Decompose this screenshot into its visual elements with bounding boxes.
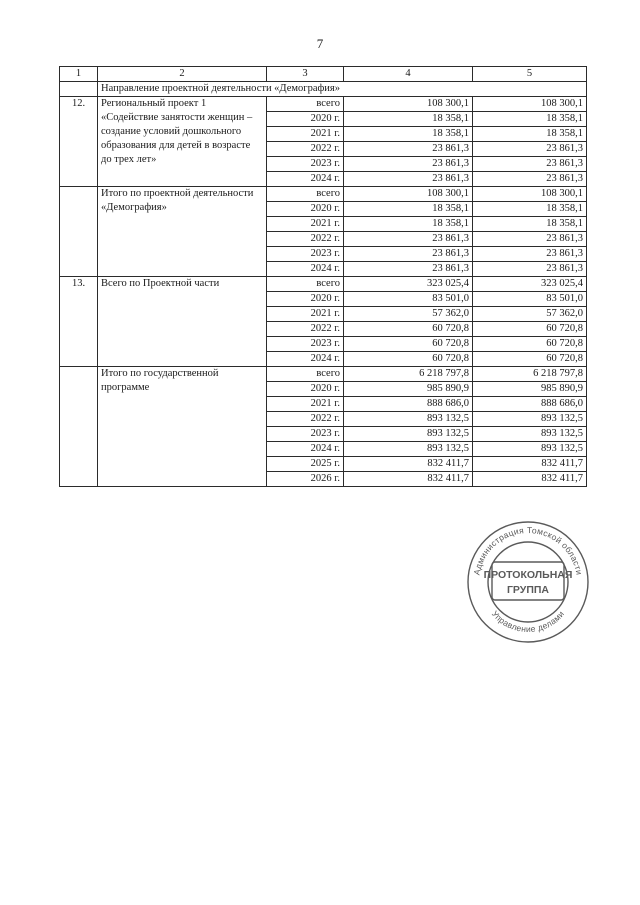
amount-col5-cell: 57 362,0 (473, 307, 587, 322)
row-number-cell: 12. (60, 97, 98, 187)
amount-col5-cell: 18 358,1 (473, 112, 587, 127)
amount-col4-cell: 985 890,9 (344, 382, 473, 397)
period-cell: 2024 г. (267, 442, 344, 457)
amount-col5-cell: 18 358,1 (473, 127, 587, 142)
table-row (60, 187, 587, 202)
amount-col4-cell: 60 720,8 (344, 322, 473, 337)
amount-col4-cell: 18 358,1 (344, 127, 473, 142)
section-row (60, 82, 587, 97)
period-cell: 2022 г. (267, 322, 344, 337)
column-header-2: 2 (98, 67, 267, 82)
period-cell: всего (267, 277, 344, 292)
period-cell: 2021 г. (267, 307, 344, 322)
amount-col4-cell: 60 720,8 (344, 352, 473, 367)
row-name-cell: Всего по Проектной части (98, 277, 267, 367)
row-name-cell: Итого по проектной деятельности «Демография» (98, 187, 267, 277)
period-cell: 2026 г. (267, 472, 344, 487)
period-cell: 2023 г. (267, 157, 344, 172)
period-cell: 2023 г. (267, 427, 344, 442)
amount-col4-cell: 23 861,3 (344, 262, 473, 277)
period-cell: 2025 г. (267, 457, 344, 472)
amount-col5-cell: 23 861,3 (473, 172, 587, 187)
row-name-cell: Итого по государственной программе (98, 367, 267, 487)
amount-col5-cell: 23 861,3 (473, 142, 587, 157)
amount-col4-cell: 832 411,7 (344, 457, 473, 472)
amount-col4-cell: 23 861,3 (344, 142, 473, 157)
amount-col4-cell: 57 362,0 (344, 307, 473, 322)
period-cell: 2021 г. (267, 217, 344, 232)
period-cell: 2022 г. (267, 232, 344, 247)
amount-col4-cell: 832 411,7 (344, 472, 473, 487)
amount-col5-cell: 6 218 797,8 (473, 367, 587, 382)
amount-col4-cell: 888 686,0 (344, 397, 473, 412)
amount-col5-cell: 60 720,8 (473, 352, 587, 367)
page-number: 7 (316, 36, 324, 51)
amount-col4-cell: 18 358,1 (344, 202, 473, 217)
column-header-5: 5 (473, 67, 587, 82)
amount-col5-cell: 323 025,4 (473, 277, 587, 292)
row-name-cell: Региональный проект 1 «Содействие занятости женщин – создание условий дошкольного образования для детей в возрасте до трех лет» (98, 97, 267, 187)
period-cell: 2023 г. (267, 247, 344, 262)
amount-col4-cell: 893 132,5 (344, 427, 473, 442)
period-cell: 2022 г. (267, 412, 344, 427)
period-cell: 2021 г. (267, 127, 344, 142)
row-number-cell (60, 187, 98, 277)
amount-col5-cell: 888 686,0 (473, 397, 587, 412)
amount-col5-cell: 832 411,7 (473, 472, 587, 487)
period-cell: всего (267, 187, 344, 202)
amount-col5-cell: 23 861,3 (473, 262, 587, 277)
period-cell: 2023 г. (267, 337, 344, 352)
amount-col4-cell: 83 501,0 (344, 292, 473, 307)
amount-col4-cell: 60 720,8 (344, 337, 473, 352)
header-row (60, 67, 587, 82)
amount-col5-cell: 23 861,3 (473, 232, 587, 247)
amount-col4-cell: 23 861,3 (344, 172, 473, 187)
amount-col5-cell: 18 358,1 (473, 217, 587, 232)
amount-col4-cell: 18 358,1 (344, 112, 473, 127)
amount-col4-cell: 18 358,1 (344, 217, 473, 232)
section-title: Направление проектной деятельности «Демография» (98, 82, 587, 97)
column-header-3: 3 (267, 67, 344, 82)
period-cell: 2022 г. (267, 142, 344, 157)
period-cell: 2024 г. (267, 172, 344, 187)
stamp-outer-text: Администрация Томской области (471, 524, 585, 576)
period-cell: всего (267, 367, 344, 382)
amount-col5-cell: 60 720,8 (473, 322, 587, 337)
row-number-cell: 13. (60, 277, 98, 367)
amount-col4-cell: 108 300,1 (344, 97, 473, 112)
section-num-cell (60, 82, 98, 97)
amount-col4-cell: 6 218 797,8 (344, 367, 473, 382)
column-header-1: 1 (60, 67, 98, 82)
period-cell: 2021 г. (267, 397, 344, 412)
stamp-center-line-2: ГРУППА (506, 584, 550, 596)
amount-col4-cell: 323 025,4 (344, 277, 473, 292)
amount-col5-cell: 832 411,7 (473, 457, 587, 472)
table-row (60, 367, 587, 382)
amount-col5-cell: 83 501,0 (473, 292, 587, 307)
amount-col5-cell: 23 861,3 (473, 157, 587, 172)
period-cell: 2020 г. (267, 202, 344, 217)
amount-col5-cell: 60 720,8 (473, 337, 587, 352)
amount-col5-cell: 893 132,5 (473, 442, 587, 457)
amount-col4-cell: 23 861,3 (344, 232, 473, 247)
amount-col4-cell: 893 132,5 (344, 412, 473, 427)
column-header-4: 4 (344, 67, 473, 82)
period-cell: 2024 г. (267, 262, 344, 277)
amount-col4-cell: 23 861,3 (344, 247, 473, 262)
amount-col5-cell: 23 861,3 (473, 247, 587, 262)
amount-col5-cell: 108 300,1 (473, 187, 587, 202)
period-cell: 2020 г. (267, 112, 344, 127)
amount-col5-cell: 893 132,5 (473, 427, 587, 442)
amount-col4-cell: 893 132,5 (344, 442, 473, 457)
amount-col5-cell: 893 132,5 (473, 412, 587, 427)
amount-col5-cell: 985 890,9 (473, 382, 587, 397)
row-number-cell (60, 367, 98, 487)
amount-col4-cell: 108 300,1 (344, 187, 473, 202)
table-row (60, 277, 587, 292)
budget-table (59, 66, 587, 487)
protocol-group-stamp (466, 520, 590, 644)
period-cell: 2020 г. (267, 382, 344, 397)
stamp-bottom-text: Управление делами (489, 608, 567, 635)
period-cell: 2020 г. (267, 292, 344, 307)
amount-col5-cell: 108 300,1 (473, 97, 587, 112)
period-cell: всего (267, 97, 344, 112)
stamp-center-line-1: ПРОТОКОЛЬНАЯ (483, 569, 573, 581)
table-row (60, 97, 587, 112)
amount-col4-cell: 23 861,3 (344, 157, 473, 172)
period-cell: 2024 г. (267, 352, 344, 367)
amount-col5-cell: 18 358,1 (473, 202, 587, 217)
